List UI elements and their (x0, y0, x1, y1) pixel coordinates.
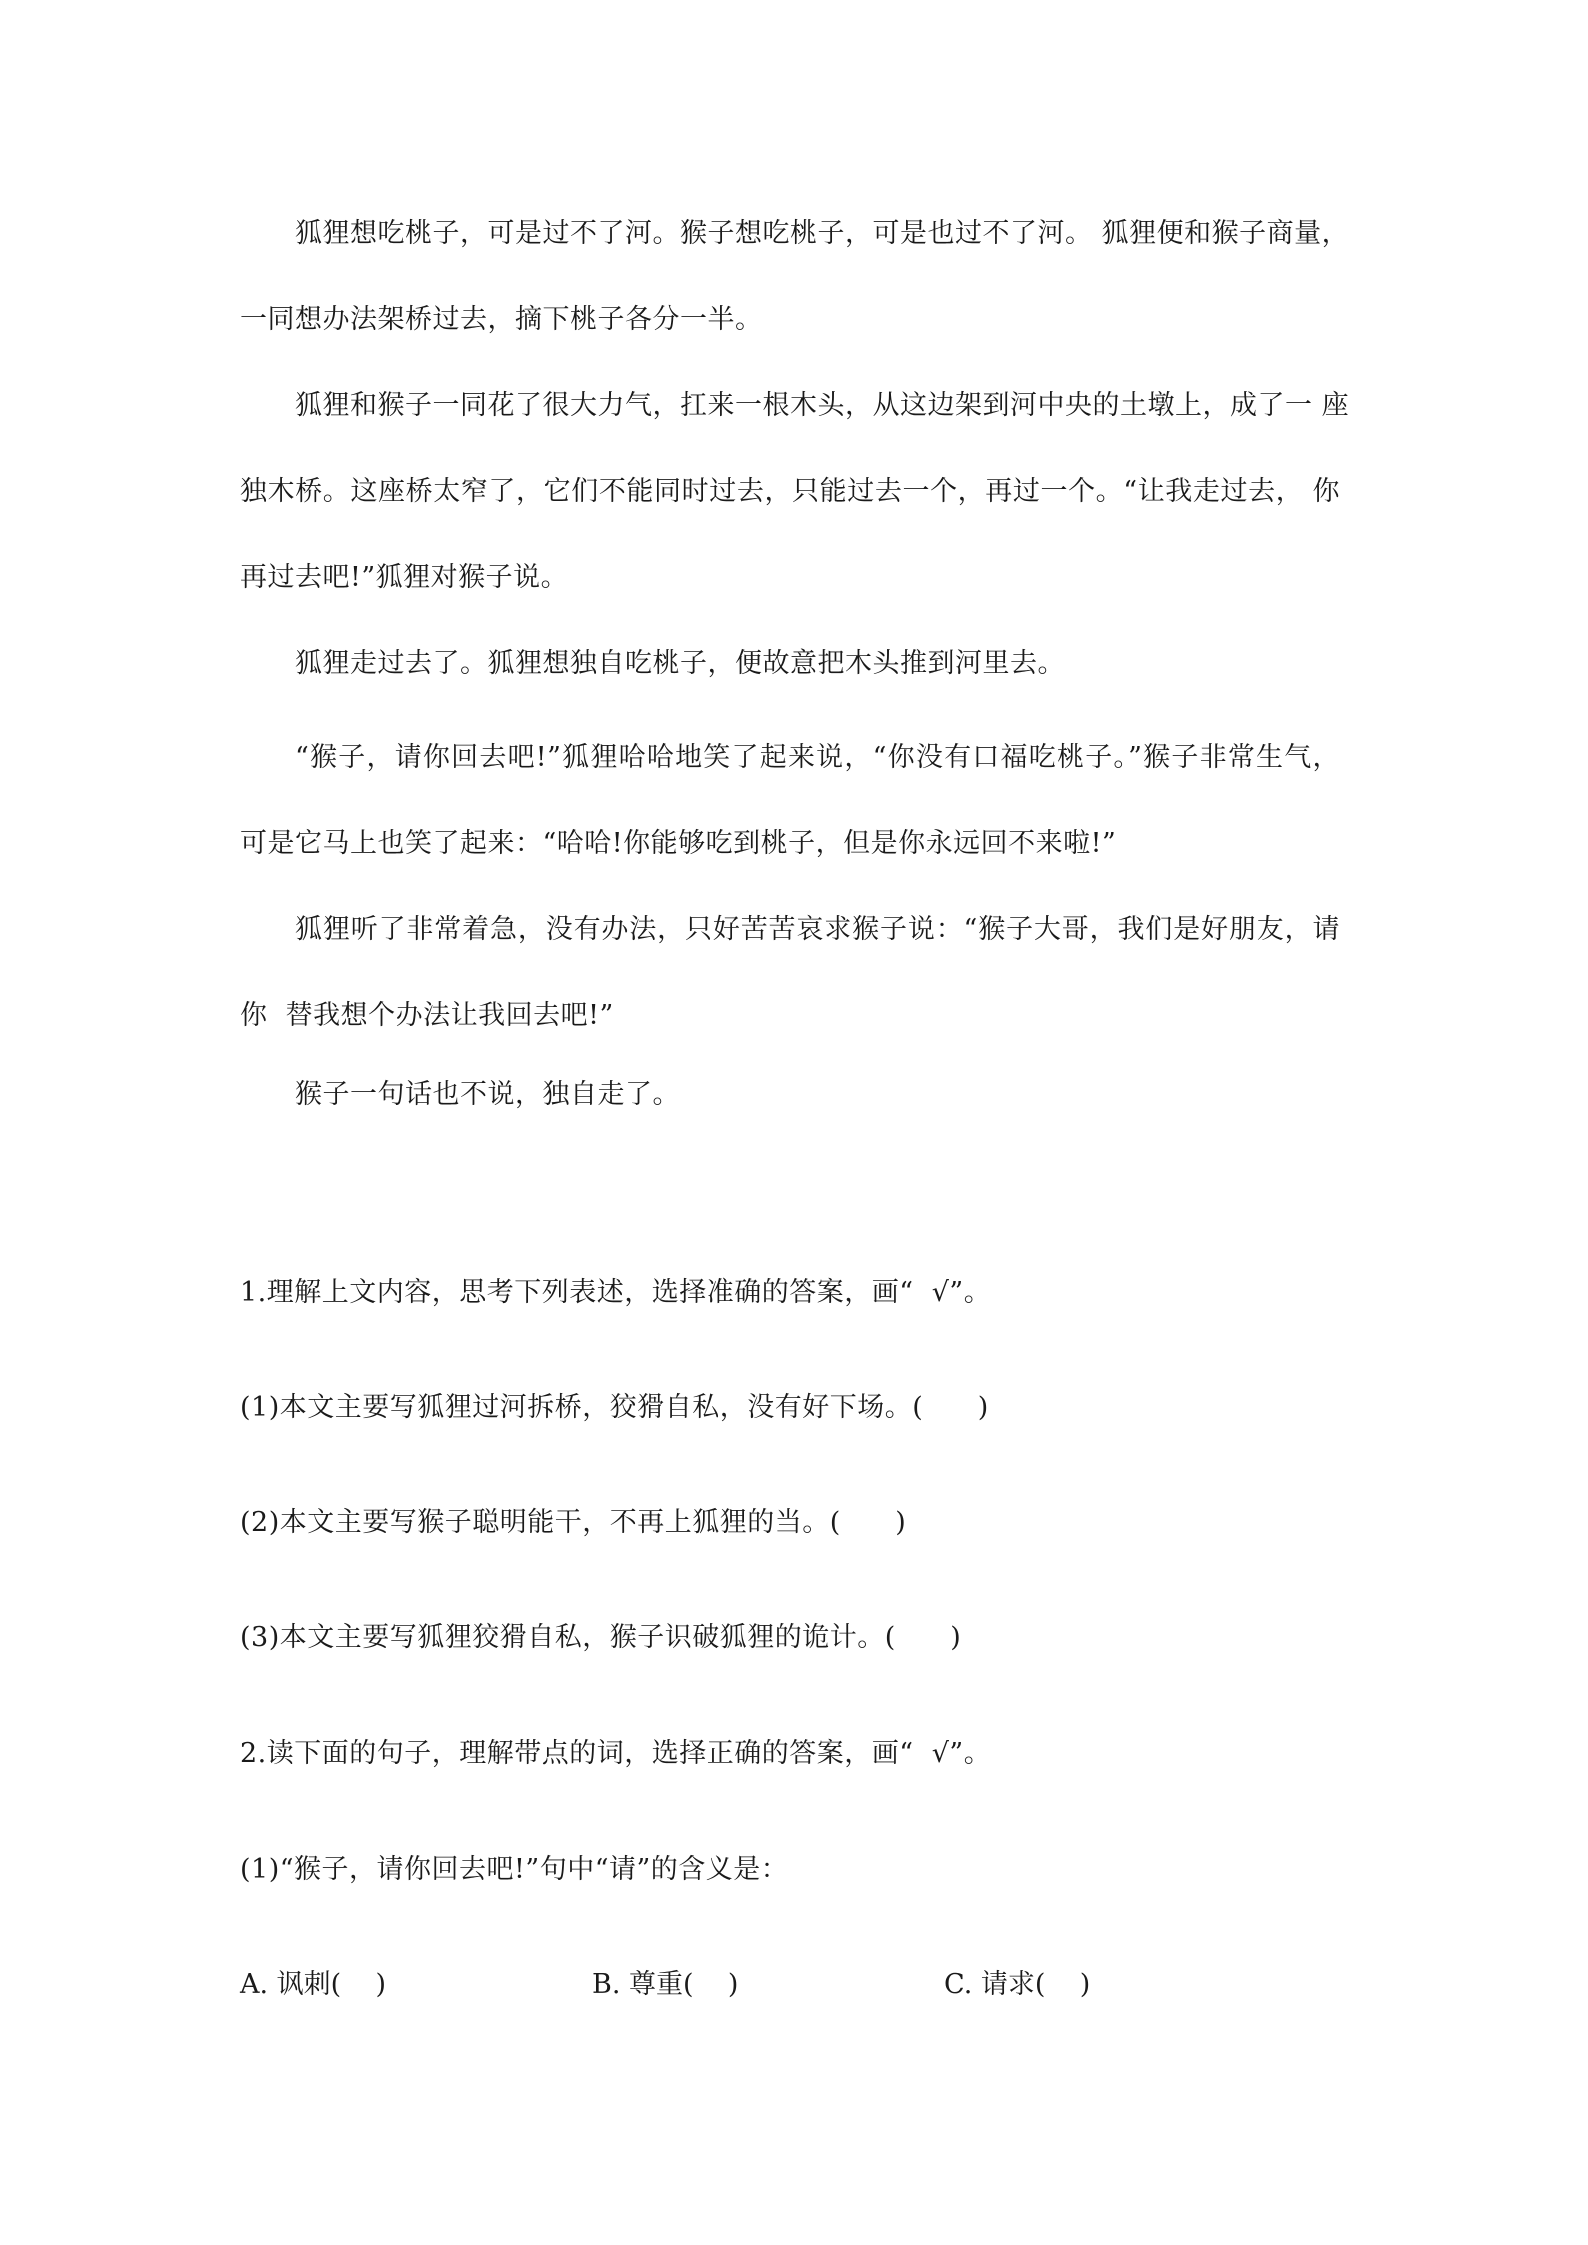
question-2-item-1: (1)“猴子，请你回去吧!”句中“请”的含义是： (240, 1854, 789, 1885)
passage-p5-line2: 你 替我想个办法让我回去吧!” (240, 1000, 614, 1031)
option-c: C. 请求( ) (944, 1969, 1091, 2000)
question-1-title: 1.理解上文内容，思考下列表述，选择准确的答案，画“ √”。 (240, 1277, 992, 1308)
passage-p2-line2: 独木桥。这座桥太窄了，它们不能同时过去，只能过去一个，再过一个。“让我走过去， 你 (240, 476, 1340, 507)
passage-p1-line1: 狐狸想吃桃子，可是过不了河。猴子想吃桃子，可是也过不了河。 狐狸便和猴子商量， (295, 218, 1350, 249)
passage-p4-line1: “猴子，请你回去吧!”狐狸哈哈地笑了起来说，“你没有口福吃桃子。”猴子非常生气， (295, 742, 1340, 773)
option-a: A. 讽刺( ) (240, 1969, 387, 2000)
passage-p5-line1: 狐狸听了非常着急，没有办法，只好苦苦哀求猴子说：“猴子大哥，我们是好朋友，请 (295, 914, 1340, 945)
question-1-item-1: (1)本文主要写狐狸过河拆桥，狡猾自私，没有好下场。( ) (240, 1392, 989, 1423)
passage-p4-line2: 可是它马上也笑了起来：“哈哈!你能够吃到桃子，但是你永远回不来啦!” (240, 828, 1117, 859)
question-2-title: 2.读下面的句子，理解带点的词，选择正确的答案，画“ √”。 (240, 1738, 992, 1769)
passage-p1-line2: 一同想办法架桥过去，摘下桃子各分一半。 (240, 304, 763, 335)
question-1-item-2: (2)本文主要写猴子聪明能干，不再上狐狸的当。( ) (240, 1507, 907, 1538)
passage-p2-line1: 狐狸和猴子一同花了很大力气，扛来一根木头，从这边架到河中央的土墩上，成了一 座 (295, 390, 1350, 421)
option-b: B. 尊重( ) (592, 1969, 739, 2000)
question-1-item-3: (3)本文主要写狐狸狡猾自私，猴子识破狐狸的诡计。( ) (240, 1622, 962, 1653)
passage-p2-line3: 再过去吧!”狐狸对猴子说。 (240, 562, 569, 593)
passage-p6-line1: 猴子一句话也不说，独自走了。 (295, 1079, 680, 1110)
passage-p3-line1: 狐狸走过去了。狐狸想独自吃桃子，便故意把木头推到河里去。 (295, 648, 1065, 679)
